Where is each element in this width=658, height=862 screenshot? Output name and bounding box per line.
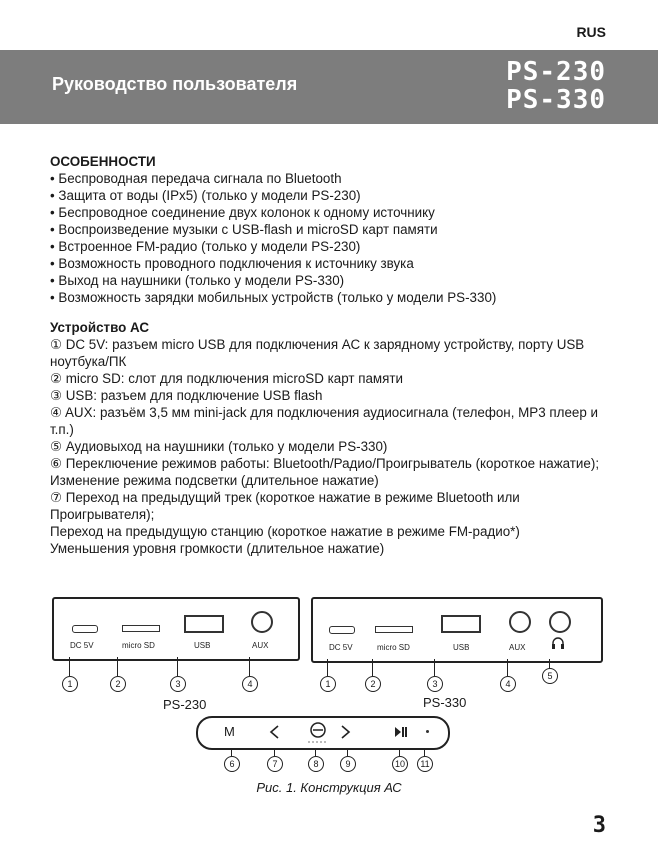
page-number: 3 — [592, 813, 606, 838]
callout-line — [347, 748, 348, 756]
callout-line — [249, 657, 250, 676]
callout-line — [327, 659, 328, 676]
callout-line — [434, 659, 435, 676]
callout-number: 3 — [427, 676, 443, 692]
callout-line — [315, 748, 316, 756]
aux-jack-icon — [509, 611, 531, 633]
device-line: Уменьшения уровня громкости (длительное нажатие) — [50, 541, 385, 556]
usb-label: USB — [194, 641, 211, 650]
callout-line — [274, 748, 275, 756]
list-item: • Защита от воды (IPx5) (только у модели PS-230) — [50, 187, 620, 204]
header-banner — [0, 50, 658, 124]
callout-number: 6 — [224, 756, 240, 772]
micro-usb-port-icon — [72, 625, 98, 633]
callout-number: 7 — [267, 756, 283, 772]
callout-number: 10 — [392, 756, 408, 772]
callout-line — [117, 657, 118, 676]
device-heading: Устройство АС — [50, 320, 150, 335]
device-line: Переход на предыдущую станцию (короткое нажатие в режиме FM-радио*) — [50, 524, 520, 539]
device-line: ⑥ Переключение режимов работы: Bluetooth/Радио/Проигрыватель (короткое нажатие); — [50, 456, 600, 471]
usb-port-icon — [441, 615, 481, 633]
usb-port-icon — [184, 615, 224, 633]
callout-number: 5 — [542, 668, 558, 684]
callout-number: 1 — [62, 676, 78, 692]
callout-number: 4 — [242, 676, 258, 692]
play-pause-icon[interactable] — [394, 726, 408, 738]
list-item: • Встроенное FM-радио (только у модели PS-230) — [50, 238, 620, 255]
mode-button[interactable]: M — [224, 724, 235, 739]
aux-label: AUX — [252, 641, 269, 650]
callout-line — [424, 748, 425, 756]
callout-number: 1 — [320, 676, 336, 692]
ps330-port-panel — [311, 597, 603, 663]
microsd-slot-icon — [122, 625, 160, 632]
indicator-led — [426, 730, 429, 733]
device-line: ④ AUX: разъём 3,5 мм mini-jack для подключения аудиосигнала (телефон, MP3 плеер и т.п.) — [50, 405, 598, 437]
list-item: • Беспроводная передача сигнала по Bluetooth — [50, 170, 620, 187]
power-button-icon[interactable] — [304, 721, 332, 745]
list-item: • Возможность зарядки мобильных устройств (только у модели PS-330) — [50, 289, 620, 306]
callout-line — [231, 748, 232, 756]
list-item: • Возможность проводного подключения к источнику звука — [50, 255, 620, 272]
manual-title: Руководство пользователя — [52, 74, 298, 94]
callout-line — [69, 657, 70, 676]
callout-number: 8 — [308, 756, 324, 772]
device-line: ① DC 5V: разъем micro USB для подключения АС к зарядному устройству, порту USB ноутбука/ПК — [50, 337, 585, 369]
control-strip — [196, 716, 450, 750]
callout-line — [372, 659, 373, 676]
model-names — [506, 58, 606, 114]
dc5v-label: DC 5V — [329, 643, 353, 652]
prev-icon[interactable] — [268, 724, 280, 740]
model-name: PS-230 — [506, 57, 606, 87]
callout-number: 2 — [110, 676, 126, 692]
features-heading: ОСОБЕННОСТИ — [50, 154, 156, 169]
manual-content — [50, 153, 620, 557]
microsd-label: micro SD — [377, 643, 410, 652]
microsd-slot-icon — [375, 626, 413, 633]
next-icon[interactable] — [340, 724, 352, 740]
dc5v-label: DC 5V — [70, 641, 94, 650]
ps230-label: PS-230 — [163, 697, 207, 712]
headphone-jack-icon — [549, 611, 571, 633]
device-line: ⑦ Переход на предыдущий трек (короткое нажатие в режиме Bluetooth или Проигрывателя); — [50, 490, 520, 522]
list-item: • Выход на наушники (только у модели PS-330) — [50, 272, 620, 289]
callout-number: 11 — [417, 756, 433, 772]
device-line: ③ USB: разъем для подключение USB flash — [50, 388, 323, 403]
aux-jack-icon — [251, 611, 273, 633]
figure-caption: Рис. 1. Конструкция АС — [256, 780, 402, 795]
callout-line — [507, 659, 508, 676]
features-list — [50, 170, 620, 306]
headphones-icon — [551, 637, 565, 649]
language-label: RUS — [576, 24, 606, 40]
ps330-label: PS-330 — [423, 695, 467, 710]
aux-label: AUX — [509, 643, 526, 652]
callout-number: 2 — [365, 676, 381, 692]
device-line: ② micro SD: слот для подключения microSD карт памяти — [50, 371, 403, 386]
device-line: ⑤ Аудиовыход на наушники (только у модели PS-330) — [50, 439, 388, 454]
list-item: • Беспроводное соединение двух колонок к одному источнику — [50, 204, 620, 221]
usb-label: USB — [453, 643, 470, 652]
device-line: Изменение режима подсветки (длительное нажатие) — [50, 473, 379, 488]
callout-number: 3 — [170, 676, 186, 692]
list-item: • Воспроизведение музыки с USB-flash и microSD карт памяти — [50, 221, 620, 238]
callout-number: 9 — [340, 756, 356, 772]
callout-line — [399, 748, 400, 756]
model-name: PS-330 — [506, 85, 606, 115]
callout-number: 4 — [500, 676, 516, 692]
microsd-label: micro SD — [122, 641, 155, 650]
micro-usb-port-icon — [329, 626, 355, 634]
ps230-port-panel — [52, 597, 300, 661]
callout-line — [177, 657, 178, 676]
